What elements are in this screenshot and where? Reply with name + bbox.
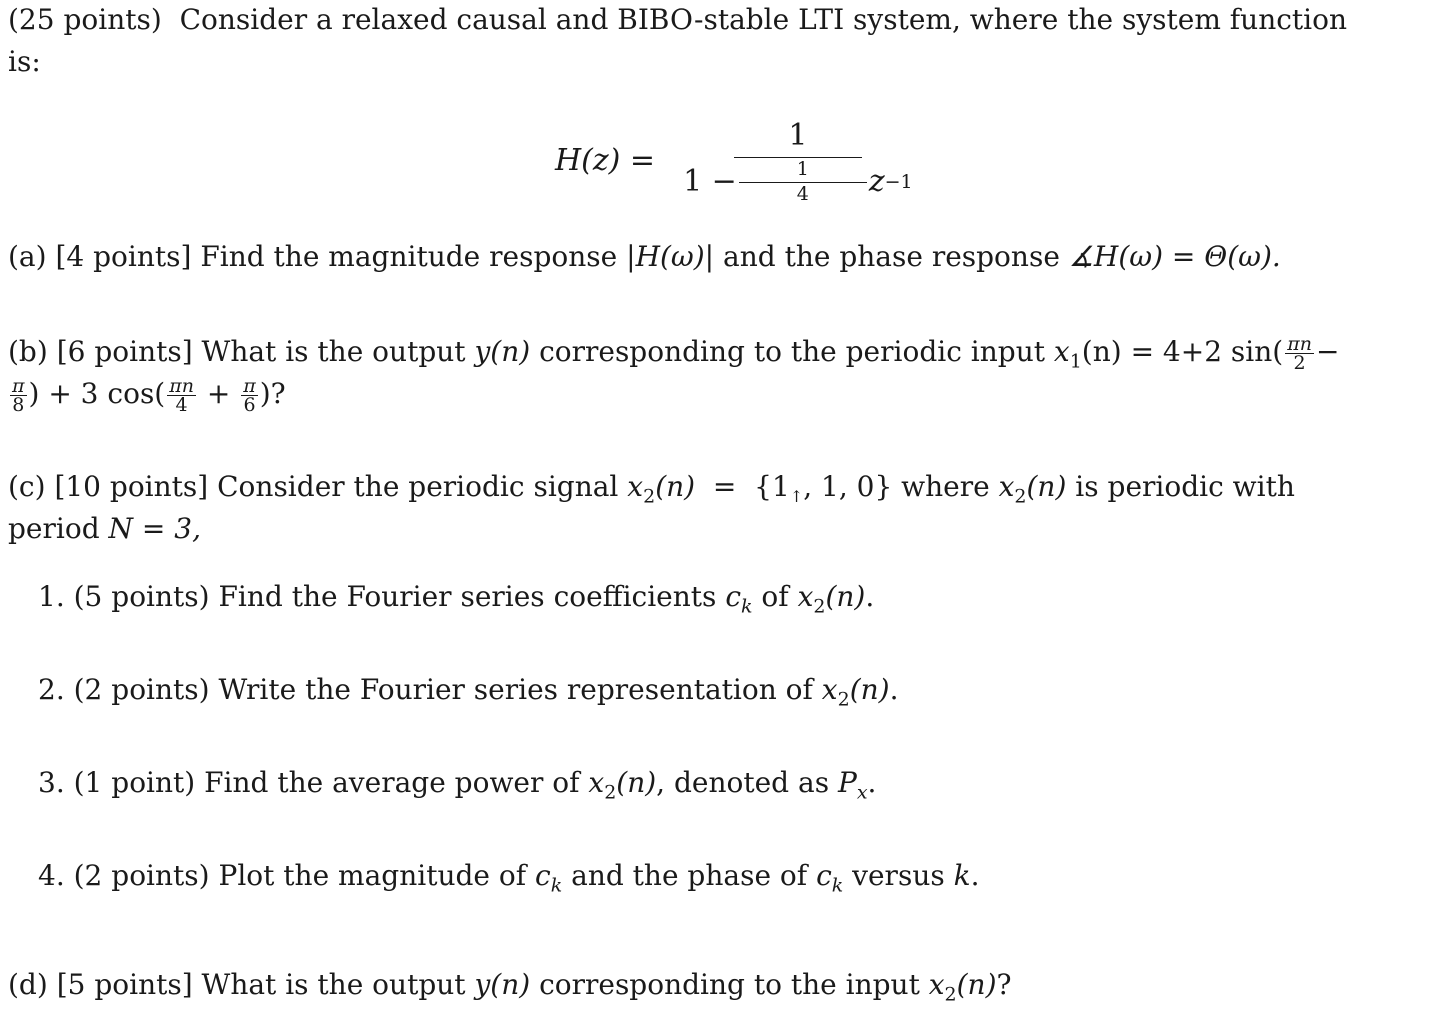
equation-fraction [683,118,913,203]
part-c-item-4: 4. (2 points) Plot the magnitude of $c_k$ and the phase of $c_k$ versus k. [38,859,980,897]
part-c-line2: period N = 3, [8,512,202,545]
equation-numerator: 1 [734,118,862,158]
problem-intro-line1 [8,2,1347,38]
part-d: (d) [5 points] What is the output y(n) corresponding to the input $x_2(n)$? [8,968,1012,1006]
problem-intro-text: Consider a relaxed causal and BIBO-stable LTI system, where the system function [179,3,1348,36]
part-b-line1: (b) [6 points] What is the output y(n) corresponding to the periodic input $x_1(n) = 4+2$ sin( $\frac{\pi n}{2}$ − [8,333,1340,374]
part-c-item-2: 2. (2 points) Write the Fourier series representation of $x_2(n)$. [38,673,899,711]
part-a: (a) [4 points] Find the magnitude response |H(ω)| and the phase response ∡H(ω) = Θ(ω). [8,240,1281,273]
part-c-line1: (c) [10 points] Consider the periodic signal $x_2(n) = \{1_↑$, 1, 0} where $x_2(n)$ is periodic with [8,470,1295,508]
problem-points: (25 points) [8,3,162,36]
part-c-item-3: 3. (1 point) Find the average power of $x_2(n)$, denoted as $P_x$. [38,766,877,804]
equation-lhs: H(z) = [555,143,656,178]
system-function-equation [555,118,913,203]
part-b-line2: $\frac{\pi}{8}$ ) + 3 cos( $\frac{\pi n}{4}$ + $\frac{\pi}{6}$ )? [12,375,286,416]
equation-denominator: 1 − $\frac{1}{4}$ z −1 [683,158,913,205]
phase-response: ∡H(ω) = Θ(ω). [1068,240,1281,273]
problem-intro-line2: is: [8,45,41,78]
origin-arrow-icon: ↑ [789,487,804,506]
part-c-item-1: 1. (5 points) Find the Fourier series coefficients $c_k$ of $x_2(n)$. [38,580,875,618]
magnitude-response: |H(ω)| [626,240,715,273]
